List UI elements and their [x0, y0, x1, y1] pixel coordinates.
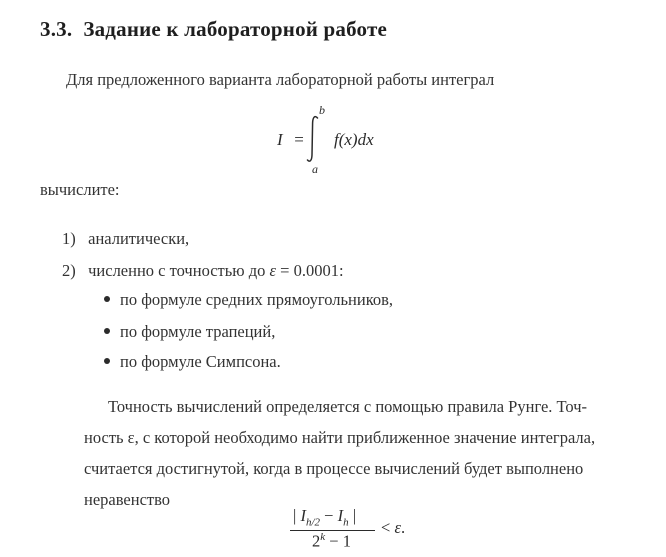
fraction-denominator: $2^k - 1$	[312, 531, 351, 551]
integral-upper-limit: b	[319, 103, 325, 117]
list-number: 2)	[62, 261, 76, 280]
list-text-before: численно с точностью до	[88, 261, 266, 280]
compute-label: вычислите:	[40, 180, 120, 199]
list-text-after: = 0.0001:	[280, 261, 344, 280]
bullet-item	[104, 290, 393, 310]
inequality-relation: < ε.	[381, 518, 406, 537]
integral-lower-limit: a	[312, 162, 318, 176]
bullet-text: по формуле Симпсона.	[120, 352, 281, 371]
list-text: аналитически,	[88, 229, 190, 248]
runge-line-1: Точность вычислений определяется с помощью правила Рунге. Точ-	[108, 397, 588, 416]
formula-lhs: I	[277, 130, 283, 149]
integrand: f(x)dx	[334, 130, 374, 149]
intro-text: Для предложенного варианта лабораторной работы интеграл	[66, 70, 495, 89]
bullet-icon	[104, 296, 110, 302]
runge-line-3: считается достигнутой, когда в процессе вычислений будет выполнено	[84, 459, 584, 478]
bullet-text: по формуле средних прямоугольников,	[120, 290, 394, 309]
list-item	[62, 261, 344, 281]
list-item	[62, 229, 189, 249]
runge-line-4: неравенство	[84, 490, 171, 509]
list-number: 1)	[62, 229, 76, 248]
fraction-numerator: | $I_{h/2} - I_h$ |	[293, 506, 356, 529]
formula-eq: =	[294, 130, 304, 149]
integral-sign-icon	[305, 114, 321, 164]
runge-line-2: ность ε, с которой необходимо найти приближенное значение интеграла,	[84, 428, 596, 447]
bullet-text: по формуле трапеций,	[120, 322, 276, 341]
section-number: 3.3.	[40, 17, 73, 41]
section-title: Задание к лабораторной работе	[83, 17, 388, 41]
bullet-item	[104, 322, 275, 342]
epsilon-symbol: ε	[269, 261, 277, 280]
bullet-item	[104, 352, 281, 372]
bullet-icon	[104, 328, 110, 334]
bullet-icon	[104, 358, 110, 364]
section-heading	[40, 17, 387, 42]
